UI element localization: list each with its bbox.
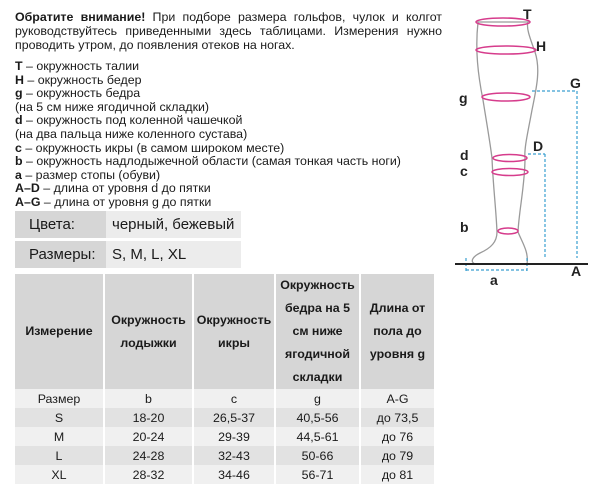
label-D: D — [533, 138, 544, 154]
table-cell: L — [15, 446, 104, 465]
legend-item: H – окружность бедер — [15, 72, 142, 87]
label-d: d — [460, 147, 469, 163]
table-cell: 56-71 — [275, 465, 360, 484]
table-cell: XL — [15, 465, 104, 484]
label-G: G — [570, 75, 581, 91]
table-cell: 26,5-37 — [193, 408, 275, 427]
ring-thigh — [482, 93, 530, 101]
leg-measurement-diagram — [452, 0, 610, 295]
table-cell: Размер — [15, 389, 104, 408]
legend-item: g – окружность бедра — [15, 86, 141, 101]
table-cell: b — [104, 389, 193, 408]
label-c: c — [460, 163, 468, 179]
header-measurement: Измерение — [15, 274, 104, 389]
table-cell: до 81 — [360, 465, 434, 484]
size-chart-table — [15, 274, 434, 484]
table-row — [15, 465, 434, 484]
legend-item: (на 5 см ниже ягодичной складки) — [15, 99, 210, 114]
table-cell: 50-66 — [275, 446, 360, 465]
ring-knee — [493, 155, 527, 162]
measurement-legend — [15, 60, 445, 210]
sizes-label: Размеры: — [15, 240, 106, 269]
header-calf: Окружность икры — [193, 274, 275, 389]
legend-item: b – окружность надлодыжечной области (самая тонкая часть ноги) — [15, 154, 401, 169]
table-cell: 34-46 — [193, 465, 275, 484]
ring-hips — [476, 46, 536, 54]
table-cell: до 76 — [360, 427, 434, 446]
notice-paragraph — [15, 10, 442, 52]
size-chart-header-row — [15, 274, 434, 389]
table-row — [15, 389, 434, 408]
table-cell: c — [193, 389, 275, 408]
label-a: a — [490, 272, 498, 288]
notice-text: При подборе размера гольфов, чулок и колгот руководствуйтесь приведенными здесь таблицами. Измерения нужно проводить утром, до появления отеков на ногах. — [15, 10, 442, 52]
notice-lead: Обратите внимание! — [15, 10, 146, 24]
table-cell: 44,5-61 — [275, 427, 360, 446]
sizes-row — [15, 240, 241, 269]
table-cell: 20-24 — [104, 427, 193, 446]
sizes-value: S, M, L, XL — [106, 240, 241, 269]
table-cell: до 79 — [360, 446, 434, 465]
legend-item: d – окружность под коленной чашечкой — [15, 113, 243, 128]
table-cell: g — [275, 389, 360, 408]
table-cell: 24-28 — [104, 446, 193, 465]
table-row — [15, 446, 434, 465]
header-length: Длина от пола до уровня g — [360, 274, 434, 389]
header-ankle: Окружность лодыжки — [104, 274, 193, 389]
label-T: T — [523, 6, 532, 22]
table-cell: 29-39 — [193, 427, 275, 446]
label-H: H — [536, 38, 547, 54]
table-cell: до 73,5 — [360, 408, 434, 427]
label-b: b — [460, 219, 469, 235]
table-row — [15, 427, 434, 446]
legend-item: (на два пальца ниже коленного сустава) — [15, 126, 248, 141]
table-cell: 28-32 — [104, 465, 193, 484]
legend-item: c – окружность икры (в самом широком месте) — [15, 140, 285, 155]
label-g: g — [459, 90, 468, 106]
colors-label: Цвета: — [15, 211, 106, 240]
table-cell: A-G — [360, 389, 434, 408]
label-A: A — [571, 263, 582, 279]
table-cell: 40,5-56 — [275, 408, 360, 427]
table-cell: 18-20 — [104, 408, 193, 427]
legend-item: a – размер стопы (обуви) — [15, 167, 161, 182]
legend-item: A–G – длина от уровня g до пятки — [15, 194, 212, 209]
ring-ankle — [498, 228, 518, 234]
colors-row — [15, 211, 241, 240]
table-cell: S — [15, 408, 104, 427]
table-row — [15, 408, 434, 427]
table-cell: 32-43 — [193, 446, 275, 465]
product-info-table — [15, 211, 241, 268]
table-cell: M — [15, 427, 104, 446]
guide-lines — [466, 91, 577, 272]
measurement-rings — [476, 18, 536, 234]
legend-item: A–D – длина от уровня d до пятки — [15, 181, 211, 196]
colors-value: черный, бежевый — [106, 211, 241, 240]
ring-calf — [492, 169, 528, 176]
header-thigh: Окружность бедра на 5 см ниже ягодичной складки — [275, 274, 360, 389]
legend-item: T – окружность талии — [15, 59, 140, 73]
